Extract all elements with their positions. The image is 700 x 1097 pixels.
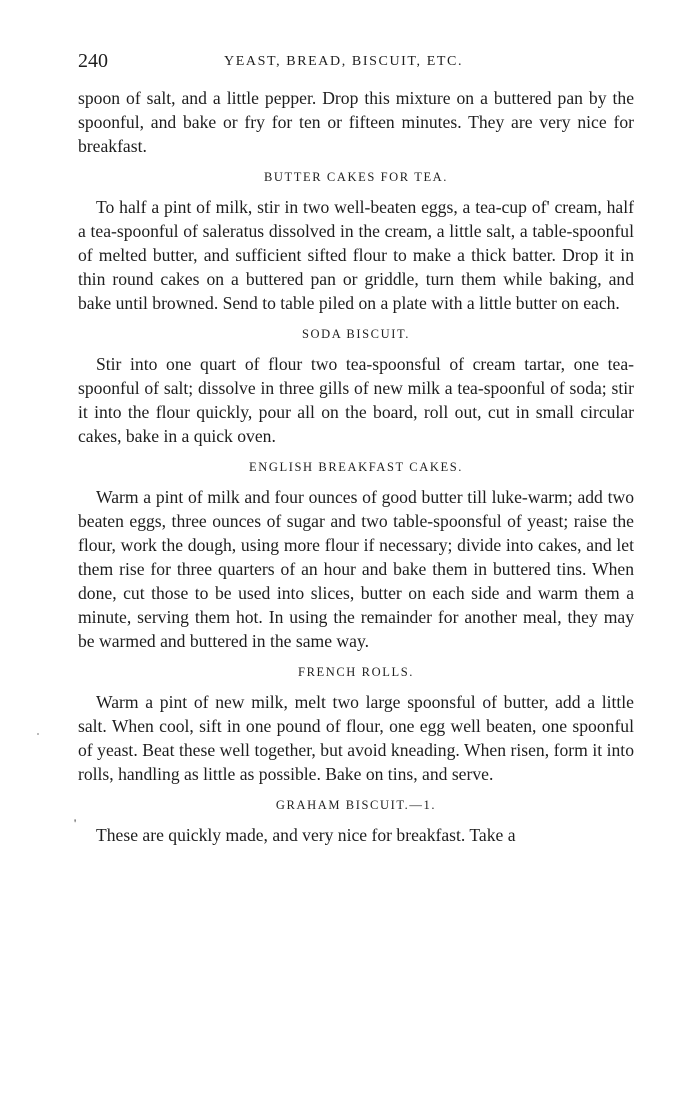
recipe-paragraph-soda-biscuit: Stir into one quart of flour two tea-spoonsful of cream tartar, one tea-spoonful of salt; dissolve in three gills of new milk a tea-spoonful of soda; stir it into the flour quickly, pour all on the board, roll out, cut in small circular cakes, bake in a quick oven. — [78, 354, 634, 446]
running-head — [78, 48, 634, 74]
running-title: YEAST, BREAD, BISCUIT, ETC. — [224, 54, 464, 69]
section-title-french-rolls: FRENCH ROLLS. — [298, 665, 414, 679]
section-title-graham-biscuit: GRAHAM BISCUIT.—1. — [275, 798, 437, 812]
page-number: 240 — [78, 50, 108, 72]
continued-paragraph: spoon of salt, and a little pepper. Drop this mixture on a buttered pan by the spoonful, and bake or fry for ten or fifteen minutes. They are very nice for breakfast. — [78, 88, 634, 156]
margin-speck — [37, 733, 39, 735]
section-title-butter-cakes: BUTTER CAKES FOR TEA. — [263, 170, 449, 184]
section-title-english-breakfast-cakes: ENGLISH BREAKFAST CAKES. — [249, 460, 463, 474]
stray-ink-mark: ' — [74, 816, 77, 830]
recipe-paragraph-french-rolls: Warm a pint of new milk, melt two large spoonsful of butter, add a little salt. When cool, sift in one pound of flour, one egg well beaten, one spoonful of yeast. Beat these well together, but avoid kneading. When risen, form it into rolls, handling as little as possible. Bake on tins, and serve. — [78, 692, 634, 784]
section-title-soda-biscuit: SODA BISCUIT. — [301, 327, 411, 341]
book-page — [78, 48, 634, 847]
recipe-paragraph-butter-cakes: To half a pint of milk, stir in two well-beaten eggs, a tea-cup of' cream, half a tea-spoonful of saleratus dissolved in the cream, a little salt, a table-spoonful of melted butter, and sufficient sifted flour to make a thick batter. Drop it in thin round cakes on a buttered pan or griddle, turn them while baking, and bake until browned. Send to table piled on a plate with a little butter on each. — [78, 197, 634, 313]
recipe-paragraph-english-breakfast-cakes: Warm a pint of milk and four ounces of good butter till luke-warm; add two beaten eggs, three ounces of sugar and two table-spoonsful of yeast; raise the flour, work the dough, using more flour if necessary; divide into cakes, and let them rise for three quarters of an hour and bake them in buttered tins. When done, cut those to be used into slices, butter on each side and warm them a minute, serving them hot. In using the remainder for another meal, they may be warmed and buttered in the same way. — [78, 487, 634, 651]
recipe-paragraph-graham-biscuit: These are quickly made, and very nice for breakfast. Take a — [96, 825, 516, 845]
